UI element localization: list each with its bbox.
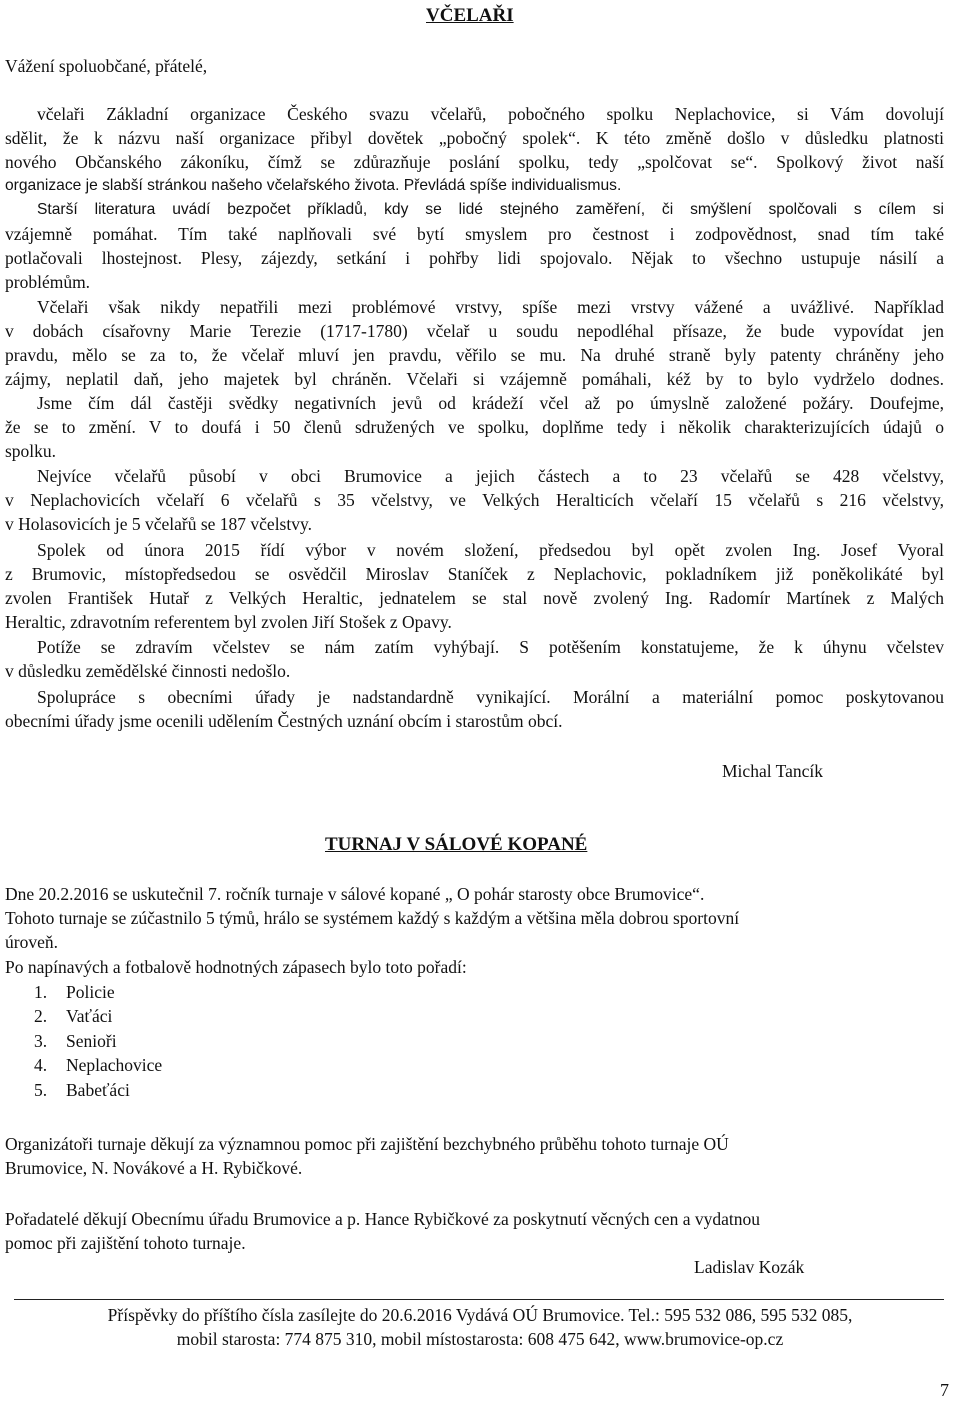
team-name: Vaťáci xyxy=(66,1006,113,1026)
rank-number: 3. xyxy=(34,1031,48,1051)
rank-number: 1. xyxy=(34,982,48,1002)
rank-number: 5. xyxy=(34,1080,48,1100)
text-line: Včelaři však nikdy nepatřili mezi problémové vrstvy, spíše mezi vrstvy vážené a uvážlivé. Například xyxy=(37,297,944,317)
text-line: Po napínavých a fotbalově hodnotných zápasech bylo toto pořadí: xyxy=(5,957,467,977)
text-line: Spolek od února 2015 řídí výbor v novém složení, předsedou byl opět zvolen Ing. Josef Vyoral xyxy=(37,540,944,560)
text-line: v Neplachovicích včelaří 6 včelařů s 35 včelstvy, ve Velkých Heralticích včelaří 15 včelařů s 216 včelstvy, xyxy=(5,490,944,510)
list-item xyxy=(34,980,115,1004)
text-line: Starší literatura uvádí bezpočet příkladů, kdy se lidé stejného zaměření, či smýšlení spolčovali s cílem si xyxy=(37,201,944,218)
text-line: spolku. xyxy=(5,441,57,461)
text-line: pomoc při zajištění tohoto turnaje. xyxy=(5,1233,246,1253)
text-line: vzájemně pomáhat. Tím také naplňovali své bytí smyslem pro čestnost i zodpovědnost, snad tím také xyxy=(5,224,944,244)
signature-vcelari: Michal Tancík xyxy=(722,761,823,781)
list-item xyxy=(34,1078,130,1102)
list-item xyxy=(34,1053,163,1077)
text-line: obecními úřady jsme ocenili udělením Čestných uznání obcím i starostům obcí. xyxy=(5,711,563,731)
text-line: nového Občanského zákoníku, čímž se zdůrazňuje poslání spolku, tedy „spolčovat se“. Spolkový život naší xyxy=(5,152,944,172)
team-name: Policie xyxy=(66,982,115,1002)
text-line: pravdu, mělo se za to, že včelař mluví jen pravdu, věřilo se mu. Na druhé straně byly patenty chráněny jeho xyxy=(5,345,944,365)
rank-number: 4. xyxy=(34,1055,48,1075)
section-title-turnaj: TURNAJ V SÁLOVÉ KOPANÉ xyxy=(325,834,588,855)
footer-divider xyxy=(14,1299,944,1300)
text-line: zájmy, neplatil daň, jeho majetek byl chráněn. Včelaři si vzájemně pomáhali, kéž by to bylo vydrželo dodnes. xyxy=(5,369,944,389)
team-name: Neplachovice xyxy=(66,1055,163,1075)
footer-line-2: mobil starosta: 774 875 310, mobil místostarosta: 608 475 642, www.brumovice-op.cz xyxy=(176,1329,784,1349)
text-line: Potíže se zdravím včelstev se nám zatím vyhýbají. S potěšením konstatujeme, že k úhynu včelstev xyxy=(37,637,944,657)
text-line: Brumovice, N. Novákové a H. Rybičkové. xyxy=(5,1158,303,1178)
footer-line-1: Příspěvky do příštího čísla zasílejte do 20.6.2016 Vydává OÚ Brumovice. Tel.: 595 532 086, 595 532 085, xyxy=(107,1305,853,1325)
text-line: Dne 20.2.2016 se uskutečnil 7. ročník turnaje v sálové kopané „ O pohár starosty obce Brumovice“. xyxy=(5,884,705,904)
text-line: Jsme čím dál častěji svědky negativních jevů od krádeží včel až po úmyslně založené požáry. Doufejme, xyxy=(37,393,944,413)
signature-turnaj: Ladislav Kozák xyxy=(694,1257,805,1277)
team-name: Senioři xyxy=(66,1031,117,1051)
text-line: Tohoto turnaje se zúčastnilo 5 týmů, hrálo se systémem každý s každým a většina měla dobrou sportovní xyxy=(5,908,740,928)
text-line: Pořadatelé děkují Obecnímu úřadu Brumovice a p. Hance Rybičkové za poskytnutí věcných cen a vydatnou xyxy=(5,1209,760,1229)
text-line: organizace je slabší stránkou našeho včelařského života. Převládá spíše individualismus. xyxy=(5,177,622,194)
rank-number: 2. xyxy=(34,1006,48,1026)
text-line: Nejvíce včelařů působí v obci Brumovice a jejich částech a to 23 včelařů se 428 včelstvy, xyxy=(37,466,944,486)
text-line: v důsledku zemědělské činnosti nedošlo. xyxy=(5,661,291,681)
text-line: zvolen František Hutař z Velkých Heraltic, jednatelem se stal nově zvolený Ing. Radomír Martínek z Malých xyxy=(5,588,944,608)
text-line: Spolupráce s obecními úřady je nadstandardně vynikající. Morální a materiální pomoc poskytovanou xyxy=(37,687,944,707)
list-item xyxy=(34,1004,113,1028)
team-name: Babeťáci xyxy=(66,1080,130,1100)
text-line: Heraltic, zdravotním referentem byl zvolen Jiří Stošek z Opavy. xyxy=(5,612,452,632)
list-item xyxy=(34,1029,117,1053)
text-line: v dobách císařovny Marie Terezie (1717-1780) včelař u soudu nepodléhal přísaze, že bude vypovídat jen xyxy=(5,321,944,341)
text-line: sdělit, že k názvu naší organizace přibyl dovětek „pobočný spolek“. K této změně došlo v důsledku platnosti xyxy=(5,128,944,148)
text-line: že se to změní. V to doufá i 50 členů sdružených ve spolku, doplňme tedy i několik charakterizujících údajů o xyxy=(5,417,944,437)
text-line: Organizátoři turnaje děkují za významnou pomoc při zajištění bezchybného průběhu tohoto turnaje OÚ xyxy=(5,1134,729,1154)
text-line: problémům. xyxy=(5,272,91,292)
text-line: z Brumovic, místopředsedou se osvědčil Miroslav Staníček z Neplachovic, pokladníkem již poněkolikáté byl xyxy=(5,564,944,584)
page-number: 7 xyxy=(940,1380,949,1400)
greeting: Vážení spoluobčané, přátelé, xyxy=(5,56,208,76)
text-line: úroveň. xyxy=(5,932,58,952)
text-line: v Holasovicích je 5 včelařů se 187 včelstvy. xyxy=(5,514,312,534)
text-line: potlačovali lhostejnost. Plesy, zájezdy, setkání i pohřby lidi spojovalo. Nějak to všechno ustupuje násilí a xyxy=(5,248,944,268)
text-line: včelaři Základní organizace Českého svazu včelařů, pobočného spolku Neplachovice, si Vám dovolují xyxy=(37,104,944,124)
section-title-vcelari: VČELAŘI xyxy=(426,5,514,26)
